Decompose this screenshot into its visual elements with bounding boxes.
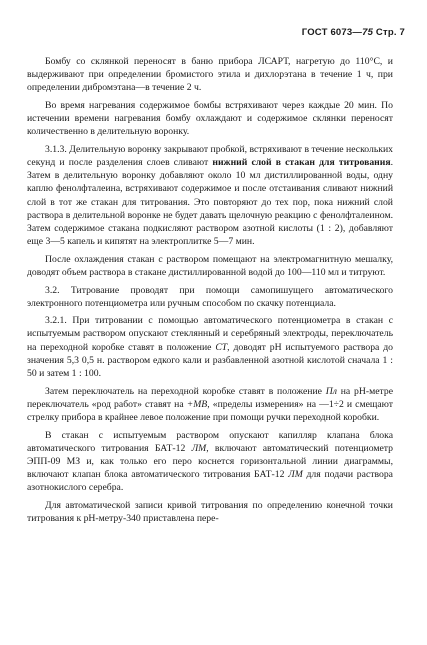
text-run: В стакан с испытуемым раствором опускают капилляр клапана блока автоматического титрования БАТ-12 (27, 429, 393, 454)
paragraph (27, 143, 393, 248)
body-text (27, 55, 393, 530)
text-run: на рН-метре переключатель «род работ» ставят на (27, 385, 393, 410)
page-header (302, 27, 405, 38)
text-run: Пл (325, 385, 337, 397)
paragraph (27, 499, 393, 525)
page-number: Стр. 7 (375, 27, 405, 38)
text-run: После охлаждения стакан с раствором помещают на электромагнитную мешалку, доводят объем раствора в стакане дистиллированной водой до 100—110 мл и титруют. (27, 253, 393, 278)
text-run: , «пределы измерения» на —1÷2 и смещают стрелку прибора в крайнее левое положение при помощи ручки переходной коробки. (27, 398, 393, 423)
standard-year: —75 (352, 27, 374, 38)
paragraph (27, 253, 393, 279)
text-run: Затем переключатель на переходной коробке ставят в положение (45, 385, 326, 397)
text-run: +МВ (186, 398, 208, 410)
text-run: нижний слой в стакан для титрования (212, 157, 391, 169)
text-run: Бомбу со склянкой переносят в баню прибора ЛСАРТ, нагретую до 110°С, и выдерживают при определении бромистого этила и дихлорэтана в течение 1 ч, при определении дибромэтана—в течение 2 ч. (27, 56, 393, 94)
text-run: . Затем в делительную воронку добавляют около 10 мл дистиллированной воды, одну каплю фенолфталеина, встряхивают содержимое и после отстаивания сливают нижний слой в тот же стакан для титрования. Это повторяют до тех пор, пока нижний слой раствора в делительной воронке не будет давать щелочную реакцию с фенолфталеином. Затем содержимое стакана подкисляют раствором азотной кислоты (1 : 2), добавляют еще 3—5 капель и кипятят на электроплитке 5—7 мин. (27, 157, 393, 248)
text-run: , доводят рН испытуемого раствора до значения 5,3 0,5 н. раствором едкого кали и разбавленной азотной кислотой сначала 1 : 50 и затем 1 : 100. (27, 341, 393, 379)
text-run: 3.2. Титрование проводят при помощи самопишущего автоматического электронного потенциометра или ручным способом по скачку потенциала. (27, 284, 393, 309)
text-run: 3.2.1. При титровании с помощью автоматического потенциометра в стакан с испытуемым раствором опускают стеклянный и серебряный электроды, переключатель на переходной коробке ставят в положение (27, 315, 393, 353)
text-run: 3.1.3. Делительную воронку закрывают пробкой, встряхивают в течение нескольких секунд и после разделения слоев сливают (27, 143, 393, 169)
text-run: для подачи раствора азотнокислого серебра. (27, 469, 393, 494)
paragraph (27, 99, 393, 138)
paragraph (27, 429, 393, 495)
paragraph (27, 314, 393, 380)
paragraph (27, 55, 393, 94)
text-run: Во время нагревания содержимое бомбы встряхивают через каждые 20 мин. По истечении времени нагревания бомбу охлаждают и содержимое склянки переносят количественно в делительную воронку. (27, 99, 393, 138)
paragraph (27, 385, 393, 424)
text-run: ЛМ (191, 442, 207, 454)
standard-number: ГОСТ 6073 (301, 27, 353, 38)
text-run: , включают автоматический потенциометр ЭПП-09 МЗ и, как только его перо коснется горизонтальной линии диаграммы, включают клапан блока автоматического титрования БАТ-12 (27, 442, 393, 481)
text-run: ЛМ (288, 469, 303, 481)
paragraph (27, 284, 393, 310)
text-run: СТ (215, 341, 228, 353)
text-run: Для автоматической записи кривой титрования по определению конечной точки титрования к рН-метру-340 приставлена пере- (27, 499, 393, 524)
